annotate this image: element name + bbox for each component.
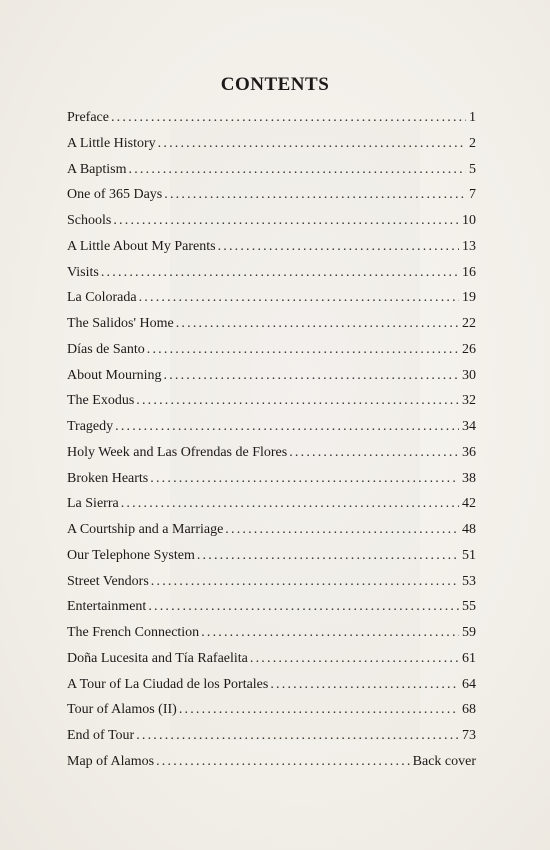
toc-entry-page-number: 48 (462, 522, 476, 537)
dot-leader (289, 445, 459, 461)
dot-leader (164, 368, 460, 384)
toc-entry-page-number: 53 (462, 573, 476, 589)
toc-entry (67, 393, 476, 419)
toc-entry-title: A Little History (67, 135, 156, 151)
toc-entry-page-number: 64 (462, 676, 476, 692)
toc-entry-title: Broken Hearts (67, 470, 149, 486)
toc-entry-title: Schools (67, 213, 112, 228)
dot-leader (136, 728, 459, 744)
toc-entry (67, 239, 476, 265)
dot-leader (250, 651, 459, 667)
dot-leader (164, 187, 466, 203)
toc-entry (67, 599, 476, 625)
toc-entry (67, 728, 476, 754)
toc-entry-page-number: Back cover (412, 753, 476, 769)
toc-entry-title: A Courtship and a Marriage (67, 522, 224, 537)
toc-entry-title: A Tour of La Ciudad de los Portales (67, 676, 269, 692)
toc-entry (67, 265, 476, 291)
toc-entry-page-number: 34 (462, 419, 476, 434)
dot-leader (151, 574, 459, 590)
toc-entry-page-number: 61 (462, 650, 476, 666)
toc-entry-page-number: 36 (462, 444, 476, 460)
toc-entry (67, 110, 476, 136)
dot-leader (147, 342, 459, 358)
dot-leader (113, 213, 459, 229)
toc-entry (67, 162, 476, 188)
toc-entry (67, 136, 476, 162)
toc-entry-page-number: 51 (462, 547, 476, 563)
toc-entry (67, 316, 476, 342)
toc-entry-page-number: 5 (469, 161, 476, 177)
dot-leader (101, 265, 459, 281)
dot-leader (225, 522, 459, 538)
toc-entry-page-number: 32 (462, 393, 476, 409)
toc-entry-title: About Mourning (67, 367, 162, 383)
dot-leader (179, 702, 459, 718)
toc-entry-page-number: 26 (462, 341, 476, 357)
toc-entry (67, 677, 476, 703)
toc-entry-title: Preface (67, 110, 109, 125)
toc-entry (67, 496, 476, 522)
toc-entry-title: A Baptism (67, 161, 127, 177)
toc-entry-page-number: 13 (462, 238, 476, 254)
dot-leader (156, 754, 410, 770)
toc-entry-title: La Sierra (67, 496, 119, 512)
toc-entry (67, 625, 476, 651)
toc-entry-page-number: 73 (462, 728, 476, 743)
toc-entry-title: Street Vendors (67, 573, 149, 589)
toc-entry-title: The Exodus (67, 393, 135, 409)
toc-entry-page-number: 59 (462, 625, 476, 640)
toc-entry-title: End of Tour (67, 728, 135, 743)
toc-entry-title: Entertainment (67, 599, 147, 615)
toc-entry-title: Visits (67, 264, 99, 280)
toc-entry-title: One of 365 Days (67, 187, 163, 203)
dot-leader (176, 316, 459, 332)
toc-entry-page-number: 16 (462, 264, 476, 280)
toc-entry (67, 574, 476, 600)
toc-entry-title: Our Telephone System (67, 547, 195, 563)
toc-entry-title: Map of Alamos (67, 753, 155, 769)
toc-entry (67, 419, 476, 445)
toc-entry (67, 213, 476, 239)
toc-entry (67, 471, 476, 497)
dot-leader (218, 239, 459, 255)
toc-entry (67, 702, 476, 728)
dot-leader (270, 677, 459, 693)
dot-leader (197, 548, 459, 564)
toc-entry (67, 651, 476, 677)
toc-entry (67, 187, 476, 213)
toc-entry-page-number: 38 (462, 470, 476, 486)
toc-entry-page-number: 2 (469, 135, 476, 151)
page-title: CONTENTS (220, 74, 330, 95)
dot-leader (129, 162, 466, 178)
toc-entry-title: Días de Santo (67, 341, 145, 357)
dot-leader (148, 599, 459, 615)
dot-leader (150, 471, 459, 487)
toc-entry-title: Tour of Alamos (II) (67, 702, 177, 718)
toc-entry-page-number: 7 (469, 187, 476, 203)
toc-entry-page-number: 19 (462, 290, 476, 306)
dot-leader (121, 496, 459, 512)
toc-entry-title: Doña Lucesita and Tía Rafaelita (67, 650, 248, 666)
dot-leader (115, 419, 459, 435)
toc-entry (67, 290, 476, 316)
toc-entry-page-number: 10 (462, 213, 476, 228)
toc-entry (67, 342, 476, 368)
table-of-contents (67, 110, 476, 780)
toc-entry-title: Holy Week and Las Ofrendas de Flores (67, 444, 288, 460)
toc-entry-title: La Colorada (67, 290, 137, 306)
toc-entry-title: The French Connection (67, 625, 200, 640)
toc-entry-title: The Salidos' Home (67, 316, 174, 331)
dot-leader (201, 625, 459, 641)
dot-leader (111, 110, 466, 126)
toc-entry-page-number: 55 (462, 599, 476, 615)
toc-entry (67, 754, 476, 780)
toc-entry (67, 522, 476, 548)
dot-leader (139, 290, 459, 306)
toc-entry-page-number: 30 (462, 367, 476, 383)
toc-entry-page-number: 1 (469, 110, 476, 125)
toc-entry (67, 548, 476, 574)
dot-leader (158, 136, 466, 152)
toc-entry-page-number: 68 (462, 702, 476, 718)
toc-entry-title: A Little About My Parents (67, 238, 216, 254)
toc-entry-page-number: 42 (462, 496, 476, 512)
toc-entry (67, 445, 476, 471)
toc-entry (67, 368, 476, 394)
toc-entry-title: Tragedy (67, 419, 114, 434)
toc-entry-page-number: 22 (462, 316, 476, 331)
dot-leader (136, 393, 459, 409)
